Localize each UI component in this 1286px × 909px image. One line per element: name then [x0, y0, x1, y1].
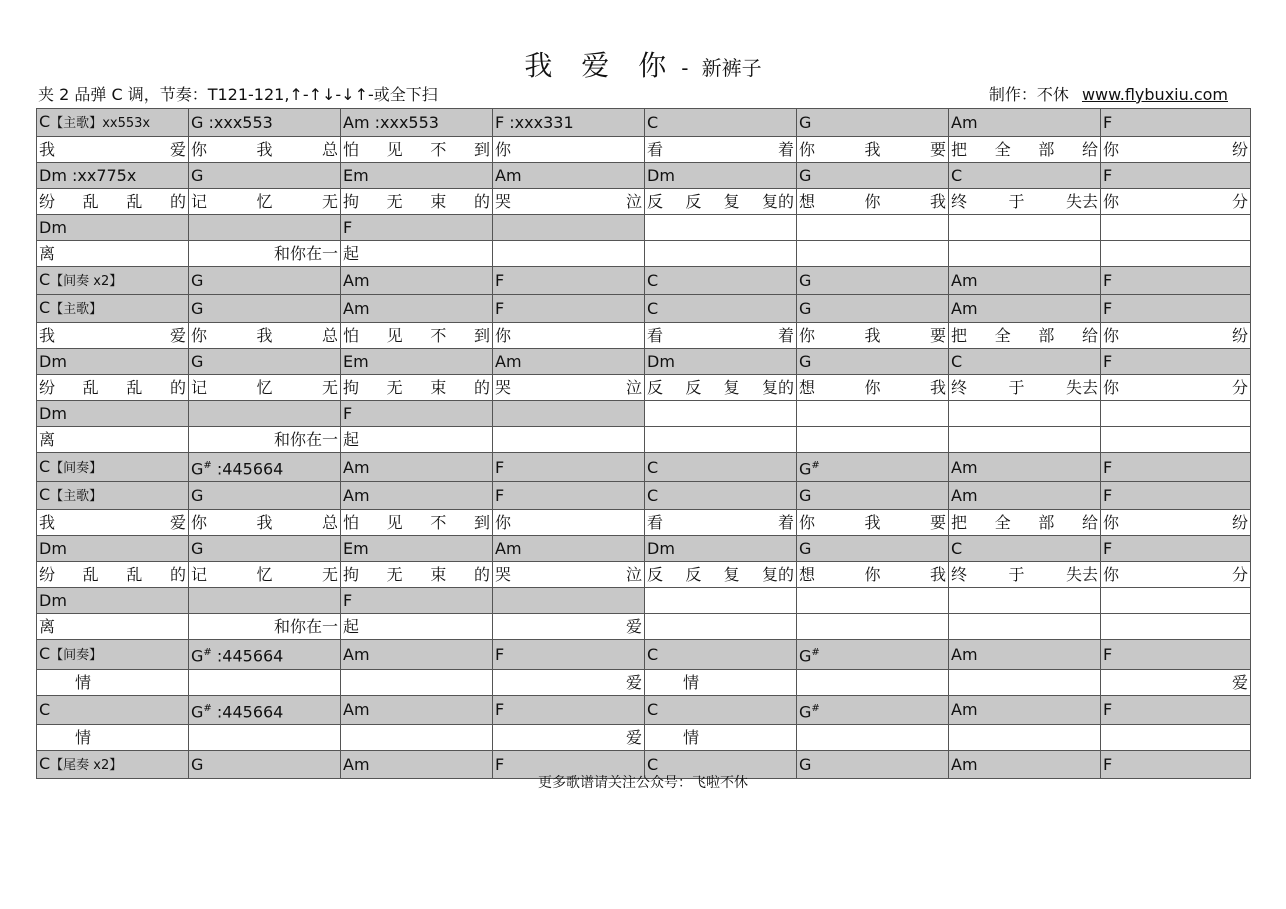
chord-cell: Am — [949, 267, 1101, 295]
lyric-cell: 拘 无 束 的 — [341, 189, 493, 215]
chord-row — [37, 215, 1251, 241]
chord-cell: Dm — [37, 588, 189, 614]
chord-cell: C — [645, 109, 797, 137]
chord-cell: G — [189, 482, 341, 510]
chord-cell: G# :445664 — [189, 640, 341, 669]
lyric-row — [37, 427, 1251, 453]
lyric-cell: 你 我 要 — [797, 323, 949, 349]
chord-cell: F — [493, 482, 645, 510]
lyric-cell: 你 — [493, 510, 645, 536]
lyric-cell: 你 纷 — [1101, 323, 1251, 349]
chord-cell: Em — [341, 536, 493, 562]
chord-cell: F — [493, 295, 645, 323]
chord-cell: F — [1101, 109, 1251, 137]
chord-cell: C — [645, 267, 797, 295]
chord-cell: Am — [949, 640, 1101, 669]
chord-cell: G — [797, 536, 949, 562]
chord-cell: Am — [341, 267, 493, 295]
song-title — [0, 44, 1286, 84]
lyric-cell: 反 反 复 复的 — [645, 562, 797, 588]
lyric-cell: 终 于 失去 — [949, 375, 1101, 401]
chord-cell: Dm — [645, 536, 797, 562]
lyric-cell: 终 于 失去 — [949, 562, 1101, 588]
chord-cell: C — [645, 750, 797, 778]
chord-cell: F — [493, 640, 645, 669]
chord-cell — [189, 215, 341, 241]
lyric-cell: 情 — [645, 669, 797, 695]
chord-cell: G — [797, 109, 949, 137]
lyric-cell — [1101, 614, 1251, 640]
chord-cell: G# — [797, 640, 949, 669]
lyric-row — [37, 241, 1251, 267]
lyric-cell: 离 — [37, 614, 189, 640]
lyric-cell — [341, 669, 493, 695]
chord-row — [37, 401, 1251, 427]
lyric-cell — [949, 669, 1101, 695]
lyric-cell: 把 全 部 给 — [949, 137, 1101, 163]
lyric-cell: 怕 见 不 到 — [341, 323, 493, 349]
chord-cell: C — [645, 640, 797, 669]
lyric-cell: 拘 无 束 的 — [341, 375, 493, 401]
lyric-cell: 哭 泣 — [493, 562, 645, 588]
lyric-cell: 记 忆 无 — [189, 189, 341, 215]
chord-cell — [797, 215, 949, 241]
lyric-cell: 和你在一 — [189, 614, 341, 640]
chord-cell: F — [493, 695, 645, 724]
chord-cell: Am — [949, 109, 1101, 137]
chord-cell: F — [1101, 163, 1251, 189]
chord-row — [37, 695, 1251, 724]
lyric-cell: 记 忆 无 — [189, 562, 341, 588]
chord-cell — [1101, 588, 1251, 614]
chord-cell: F — [1101, 695, 1251, 724]
chord-cell: Am — [341, 295, 493, 323]
lyric-cell: 你 纷 — [1101, 137, 1251, 163]
chord-cell: C【主歌】 — [37, 482, 189, 510]
chord-cell: F — [493, 267, 645, 295]
lyric-cell — [797, 427, 949, 453]
chord-cell: C【间奏 x2】 — [37, 267, 189, 295]
chord-cell: Am — [949, 295, 1101, 323]
chord-cell: Am — [341, 640, 493, 669]
chord-cell — [645, 588, 797, 614]
chord-cell: G# :445664 — [189, 453, 341, 482]
chord-cell: Am — [493, 349, 645, 375]
chord-cell: Dm — [37, 215, 189, 241]
lyric-row — [37, 137, 1251, 163]
lyric-cell: 纷 乱 乱 的 — [37, 375, 189, 401]
capo-rhythm-info: 夹 2 品弹 C 调，节奏：T121-121,↑-↑↓-↓↑-或全下扫 — [38, 85, 438, 104]
chord-cell — [949, 588, 1101, 614]
lyric-row — [37, 189, 1251, 215]
lyric-cell — [797, 724, 949, 750]
chord-cell — [797, 401, 949, 427]
lyric-cell — [341, 724, 493, 750]
lyric-cell: 爱 — [1101, 669, 1251, 695]
lyric-row — [37, 510, 1251, 536]
chord-cell: Am — [341, 453, 493, 482]
title-separator: - — [681, 56, 689, 80]
lyric-cell — [949, 241, 1101, 267]
chord-cell: Am — [493, 536, 645, 562]
lyric-cell: 起 — [341, 427, 493, 453]
lyric-cell — [1101, 724, 1251, 750]
chord-row — [37, 349, 1251, 375]
chord-cell: G — [797, 295, 949, 323]
lyric-cell — [645, 241, 797, 267]
lyric-cell: 反 反 复 复的 — [645, 189, 797, 215]
lyric-cell — [493, 241, 645, 267]
lyric-cell: 你 — [493, 137, 645, 163]
chord-row — [37, 109, 1251, 137]
chord-cell: F — [493, 750, 645, 778]
chord-cell: F — [341, 588, 493, 614]
lyric-row — [37, 724, 1251, 750]
chord-cell: Am — [341, 695, 493, 724]
lyric-cell — [189, 724, 341, 750]
chord-cell: C — [645, 695, 797, 724]
chord-cell — [1101, 215, 1251, 241]
lyric-cell — [797, 241, 949, 267]
maker-credit — [989, 82, 1228, 105]
chord-cell: Em — [341, 163, 493, 189]
chord-cell: Am — [949, 453, 1101, 482]
chord-cell: G — [189, 750, 341, 778]
chord-cell: G — [189, 163, 341, 189]
chord-cell: C — [949, 349, 1101, 375]
chord-cell: F — [341, 401, 493, 427]
chord-cell: Dm — [37, 349, 189, 375]
lyric-cell: 你 分 — [1101, 189, 1251, 215]
lyric-cell: 和你在一 — [189, 427, 341, 453]
lyric-cell: 你 — [493, 323, 645, 349]
chord-row — [37, 482, 1251, 510]
lyric-cell: 离 — [37, 241, 189, 267]
lyric-cell: 我 爱 — [37, 137, 189, 163]
lyric-cell: 我 爱 — [37, 510, 189, 536]
chord-cell — [189, 401, 341, 427]
chord-cell: C — [645, 295, 797, 323]
lyric-cell: 纷 乱 乱 的 — [37, 562, 189, 588]
chord-cell — [949, 215, 1101, 241]
chord-cell: G :xxx553 — [189, 109, 341, 137]
chord-cell — [645, 401, 797, 427]
chord-cell — [493, 215, 645, 241]
chord-cell: F :xxx331 — [493, 109, 645, 137]
chord-cell: Am — [949, 482, 1101, 510]
chord-cell: C【主歌】xx553x — [37, 109, 189, 137]
lyric-cell — [797, 669, 949, 695]
chord-cell: G — [797, 163, 949, 189]
lyric-cell: 看 着 — [645, 510, 797, 536]
lyric-cell — [1101, 241, 1251, 267]
chord-cell: F — [1101, 482, 1251, 510]
chord-cell: F — [1101, 267, 1251, 295]
chord-cell: F — [1101, 453, 1251, 482]
chord-cell: G — [189, 267, 341, 295]
chord-cell: G# — [797, 695, 949, 724]
lyric-cell: 爱 — [493, 614, 645, 640]
lyric-cell: 怕 见 不 到 — [341, 137, 493, 163]
lyric-cell — [493, 427, 645, 453]
chord-sheet-table — [36, 108, 1251, 779]
chord-cell — [949, 401, 1101, 427]
lyric-cell: 把 全 部 给 — [949, 510, 1101, 536]
lyric-cell: 终 于 失去 — [949, 189, 1101, 215]
chord-cell — [797, 588, 949, 614]
chord-cell: Am — [341, 482, 493, 510]
lyric-row — [37, 375, 1251, 401]
chord-cell: G — [189, 349, 341, 375]
lyric-row — [37, 562, 1251, 588]
chord-cell — [493, 401, 645, 427]
lyric-cell: 起 — [341, 614, 493, 640]
chord-cell: Am :xxx553 — [341, 109, 493, 137]
chord-cell: C【间奏】 — [37, 453, 189, 482]
lyric-cell: 反 反 复 复的 — [645, 375, 797, 401]
lyric-cell: 情 — [37, 724, 189, 750]
lyric-cell — [949, 724, 1101, 750]
chord-row — [37, 536, 1251, 562]
chord-cell: F — [1101, 295, 1251, 323]
lyric-cell — [189, 669, 341, 695]
chord-cell: G — [797, 750, 949, 778]
lyric-cell: 看 着 — [645, 137, 797, 163]
chord-cell: F — [1101, 349, 1251, 375]
chord-cell: G — [797, 267, 949, 295]
lyric-cell: 情 — [645, 724, 797, 750]
chord-cell: G — [189, 295, 341, 323]
chord-row — [37, 267, 1251, 295]
lyric-cell: 想 你 我 — [797, 375, 949, 401]
lyric-cell: 你 我 总 — [189, 510, 341, 536]
lyric-row — [37, 323, 1251, 349]
chord-cell — [645, 215, 797, 241]
chord-cell: F — [341, 215, 493, 241]
lyric-cell: 起 — [341, 241, 493, 267]
lyric-cell: 你 我 总 — [189, 323, 341, 349]
chord-cell: G# — [797, 453, 949, 482]
lyric-cell — [645, 427, 797, 453]
chord-cell — [189, 588, 341, 614]
chord-cell: G# :445664 — [189, 695, 341, 724]
lyric-cell: 你 我 要 — [797, 137, 949, 163]
lyric-cell: 纷 乱 乱 的 — [37, 189, 189, 215]
lyric-cell: 爱 — [493, 724, 645, 750]
lyric-cell: 想 你 我 — [797, 189, 949, 215]
chord-cell: F — [1101, 536, 1251, 562]
lyric-cell — [1101, 427, 1251, 453]
lyric-cell: 情 — [37, 669, 189, 695]
lyric-cell: 你 我 总 — [189, 137, 341, 163]
chord-row — [37, 588, 1251, 614]
lyric-cell — [949, 614, 1101, 640]
chord-cell: C — [37, 695, 189, 724]
lyric-cell: 哭 泣 — [493, 375, 645, 401]
lyric-cell: 和你在一 — [189, 241, 341, 267]
lyric-cell: 离 — [37, 427, 189, 453]
chord-cell: C — [949, 536, 1101, 562]
lyric-cell: 记 忆 无 — [189, 375, 341, 401]
maker-label: 制作：不休 — [988, 85, 1069, 104]
lyric-row — [37, 669, 1251, 695]
chord-cell: Dm — [37, 536, 189, 562]
chord-cell: F — [1101, 640, 1251, 669]
chord-row — [37, 640, 1251, 669]
chord-cell: Am — [949, 750, 1101, 778]
lyric-cell: 你 纷 — [1101, 510, 1251, 536]
chord-cell: C — [949, 163, 1101, 189]
lyric-cell: 哭 泣 — [493, 189, 645, 215]
lyric-row — [37, 614, 1251, 640]
website-link[interactable]: www.flybuxiu.com — [1081, 85, 1228, 104]
lyric-cell — [949, 427, 1101, 453]
chord-cell: Dm — [645, 349, 797, 375]
chord-row — [37, 163, 1251, 189]
chord-cell — [493, 588, 645, 614]
chord-cell: Am — [949, 695, 1101, 724]
chord-cell: Dm :xx775x — [37, 163, 189, 189]
lyric-cell: 把 全 部 给 — [949, 323, 1101, 349]
lyric-cell: 你 分 — [1101, 562, 1251, 588]
lyric-cell: 你 分 — [1101, 375, 1251, 401]
chord-cell: Am — [493, 163, 645, 189]
chord-cell: Am — [341, 750, 493, 778]
chord-row — [37, 295, 1251, 323]
chord-cell: Dm — [37, 401, 189, 427]
chord-cell: C — [645, 482, 797, 510]
lyric-cell: 拘 无 束 的 — [341, 562, 493, 588]
footer-note: 更多歌谱请关注公众号：飞啦不休 — [538, 775, 748, 791]
chord-row — [37, 453, 1251, 482]
chord-cell: C【尾奏 x2】 — [37, 750, 189, 778]
lyric-cell: 你 我 要 — [797, 510, 949, 536]
chord-cell: G — [797, 482, 949, 510]
lyric-cell: 怕 见 不 到 — [341, 510, 493, 536]
lyric-cell — [645, 614, 797, 640]
chord-cell: C【间奏】 — [37, 640, 189, 669]
chord-cell: F — [1101, 750, 1251, 778]
chord-cell: C【主歌】 — [37, 295, 189, 323]
lyric-cell — [797, 614, 949, 640]
song-name: 我 爱 你 — [524, 49, 677, 82]
lyric-cell: 看 着 — [645, 323, 797, 349]
chord-cell: G — [797, 349, 949, 375]
chord-cell: G — [189, 536, 341, 562]
chord-cell: F — [493, 453, 645, 482]
chord-cell: Dm — [645, 163, 797, 189]
chord-cell — [1101, 401, 1251, 427]
lyric-cell: 爱 — [493, 669, 645, 695]
chord-cell: Em — [341, 349, 493, 375]
artist-name: 新裤子 — [701, 56, 762, 80]
lyric-cell: 我 爱 — [37, 323, 189, 349]
chord-cell: C — [645, 453, 797, 482]
lyric-cell: 想 你 我 — [797, 562, 949, 588]
